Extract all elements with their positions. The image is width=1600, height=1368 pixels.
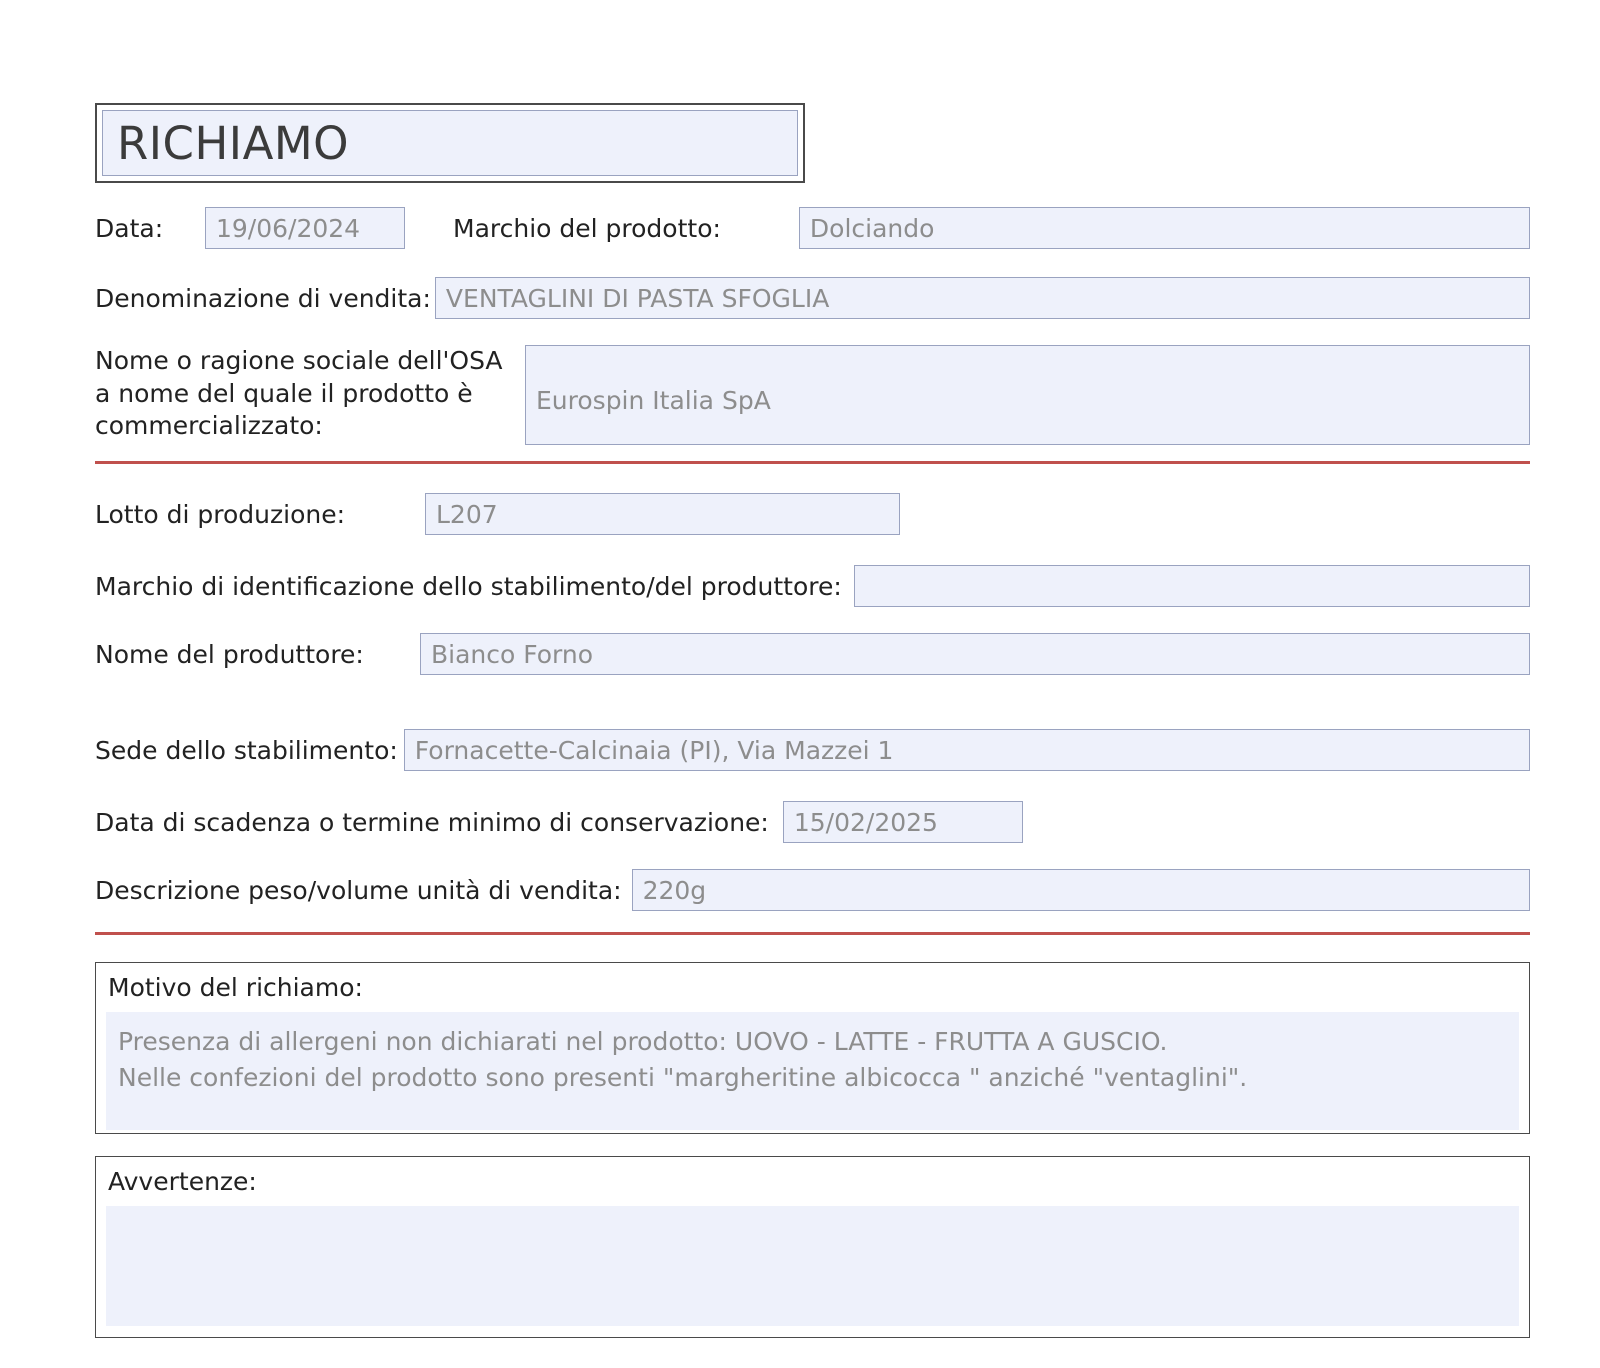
expiry-label: Data di scadenza o termine minimo di conservazione: <box>95 807 769 837</box>
row-expiry <box>95 801 1023 843</box>
recall-reason-line-2: Nelle confezioni del prodotto sono presenti "margheritine albicocca " anziché "ventaglini". <box>118 1063 1248 1093</box>
osa-label: Nome o ragione sociale dell'OSA a nome del quale il prodotto è commercializzato: <box>95 346 503 440</box>
batch-field[interactable]: L207 <box>425 493 900 535</box>
row-plant-address <box>95 729 1530 771</box>
producer-name-field[interactable]: Bianco Forno <box>420 633 1530 675</box>
section-divider-top <box>95 461 1530 464</box>
plant-mark-label: Marchio di identificazione dello stabilimento/del produttore: <box>95 571 842 601</box>
row-unit-weight <box>95 869 1530 911</box>
recall-reason-textarea[interactable] <box>106 1012 1519 1130</box>
producer-name-label: Nome del produttore: <box>95 639 364 669</box>
row-plant-mark <box>95 565 1530 607</box>
document-title: RICHIAMO <box>102 110 798 176</box>
recall-reason-title <box>108 973 1519 1002</box>
recall-reason-box <box>95 962 1530 1134</box>
product-brand-field[interactable]: Dolciando <box>799 207 1530 249</box>
unit-weight-label: Descrizione peso/volume unità di vendita: <box>95 875 622 905</box>
document-title-box <box>95 103 805 183</box>
batch-label: Lotto di produzione: <box>95 499 346 529</box>
date-field[interactable]: 19/06/2024 <box>205 207 405 249</box>
unit-weight-field[interactable]: 220g <box>632 869 1530 911</box>
warnings-box <box>95 1156 1530 1338</box>
warnings-textarea[interactable] <box>106 1206 1519 1326</box>
row-producer-name <box>95 633 1530 675</box>
row-sales-denomination <box>95 277 1530 319</box>
sales-denomination-label: Denominazione di vendita: <box>95 283 431 313</box>
row-osa <box>95 345 1530 450</box>
section-divider-bottom <box>95 932 1530 935</box>
sales-denomination-field[interactable]: VENTAGLINI DI PASTA SFOGLIA <box>435 277 1530 319</box>
plant-address-label: Sede dello stabilimento: <box>95 735 398 765</box>
plant-mark-field[interactable] <box>854 565 1530 607</box>
osa-field[interactable]: Eurospin Italia SpA <box>525 345 1530 445</box>
row-batch <box>95 493 900 535</box>
recall-reason-title-text: Motivo del richiamo: <box>108 973 363 1002</box>
recall-reason-line-1: Presenza di allergeni non dichiarati nel prodotto: UOVO - LATTE - FRUTTA A GUSCIO. <box>118 1027 1168 1056</box>
plant-address-field[interactable]: Fornacette-Calcinaia (PI), Via Mazzei 1 <box>404 729 1530 771</box>
expiry-field[interactable]: 15/02/2025 <box>783 801 1023 843</box>
product-brand-label: Marchio del prodotto: <box>453 213 721 243</box>
warnings-title: Avvertenze: <box>108 1167 257 1196</box>
date-label: Data: <box>95 213 164 243</box>
row-date-brand <box>95 207 1530 249</box>
